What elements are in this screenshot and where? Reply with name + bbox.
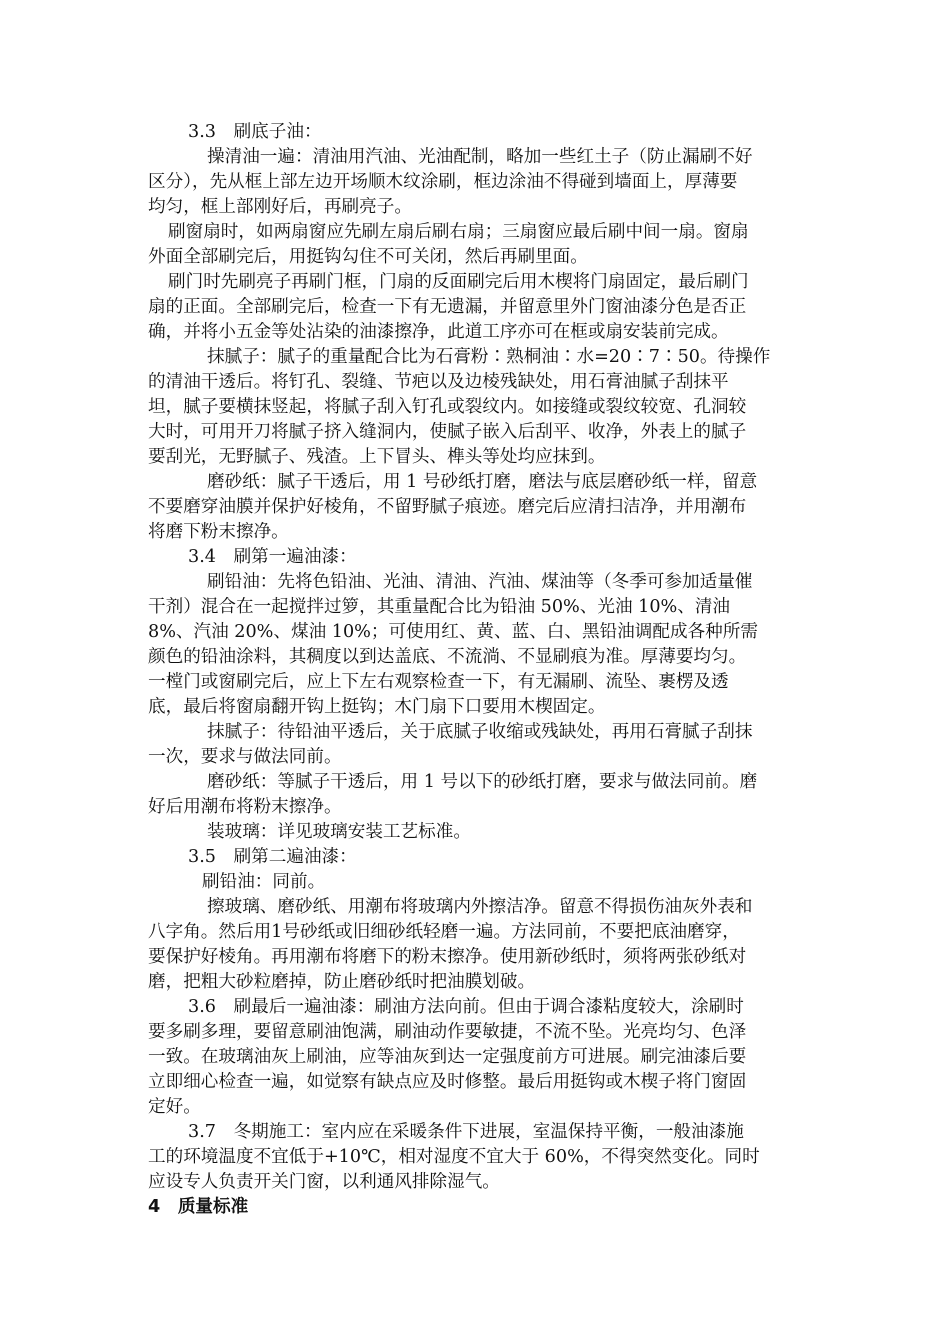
text-line: 底，最后将窗扇翻开钩上挺钩；木门扇下口要用木楔固定。	[148, 697, 606, 717]
text-line: 工的环境温度不宜低于+10℃，相对湿度不宜大于 60%，不得突然变化。同时	[148, 1147, 760, 1167]
document-page	[148, 120, 804, 1220]
text-line: 将磨下粉末擦净。	[148, 522, 289, 542]
text-line: 擦玻璃、磨砂纸、用潮布将玻璃内外擦洁净。留意不得损伤油灰外表和	[207, 897, 753, 917]
text-line: 刷铅油：先将色铅油、光油、清油、汽油、煤油等（冬季可参加适量催	[207, 572, 753, 592]
text-line: 要多刷多理，要留意刷油饱满，刷油动作要敏捷，不流不坠。光亮均匀、色泽	[148, 1022, 747, 1042]
text-line: 一致。在玻璃油灰上刷油，应等油灰到达一定强度前方可进展。刷完油漆后要	[148, 1047, 747, 1067]
text-line: 3.5 刷第二遍油漆：	[188, 847, 357, 867]
text-line: 不要磨穿油膜并保护好棱角，不留野腻子痕迹。磨完后应清扫洁净，并用潮布	[148, 497, 747, 517]
text-line: 抹腻子：待铅油平透后，关于底腻子收缩或残缺处，再用石膏腻子刮抹	[207, 722, 753, 742]
text-line: 扇的正面。全部刷完后，检查一下有无遗漏，并留意里外门窗油漆分色是否正	[148, 297, 747, 317]
text-line: 3.4 刷第一遍油漆：	[188, 547, 357, 567]
text-line: 刷铅油：同前。	[202, 872, 326, 892]
text-line: 的清油干透后。将钉孔、裂缝、节疤以及边棱残缺处，用石膏油腻子刮抹平	[148, 372, 729, 392]
text-line: 坦，腻子要横抹竖起，将腻子刮入钉孔或裂纹内。如接缝或裂纹较宽、孔洞较	[148, 397, 747, 417]
text-line: 外面全部刷完后，用挺钩勾住不可关闭，然后再刷里面。	[148, 247, 588, 267]
text-line: 应设专人负责开关门窗，以利通风排除湿气。	[148, 1172, 500, 1192]
text-line: 一次，要求与做法同前。	[148, 747, 342, 767]
text-line: 3.6 刷最后一遍油漆：刷油方法向前。但由于调合漆粘度较大，涂刷时	[188, 997, 744, 1017]
section-heading: 4 质量标准	[148, 1197, 249, 1217]
text-line: 区分），先从框上部左边开场顺木纹涂刷，框边涂油不得碰到墙面上，厚薄要	[148, 172, 738, 192]
text-line: 磨砂纸：等腻子干透后，用 1 号以下的砂纸打磨，要求与做法同前。磨	[207, 772, 758, 792]
text-line: 确，并将小五金等处沾染的油漆擦净，此道工序亦可在框或扇安装前完成。	[148, 322, 729, 342]
text-line: 要保护好棱角。再用潮布将磨下的粉末擦净。使用新砂纸时，须将两张砂纸对	[148, 947, 747, 967]
text-line: 刷窗扇时，如两扇窗应先刷左扇后刷右扇；三扇窗应最后刷中间一扇。窗扇	[168, 222, 749, 242]
text-line: 3.3 刷底子油：	[188, 122, 322, 142]
text-line: 抹腻子：腻子的重量配合比为石膏粉∶熟桐油∶水=20∶7∶50。待操作	[207, 347, 771, 367]
text-line: 立即细心检查一遍，如觉察有缺点应及时修整。最后用挺钩或木楔子将门窗固	[148, 1072, 747, 1092]
text-line: 要刮光，无野腻子、残渣。上下冒头、榫头等处均应抹到。	[148, 447, 606, 467]
text-line: 3.7 冬期施工：室内应在采暖条件下进展，室温保持平衡，一般油漆施	[188, 1122, 744, 1142]
text-line: 8%、汽油 20%、煤油 10%；可使用红、黄、蓝、白、黑铅油调配成各种所需	[148, 622, 758, 642]
text-line: 八字角。然后用1号砂纸或旧细砂纸轻磨一遍。方法同前，不要把底油磨穿，	[148, 922, 740, 942]
text-line: 定好。	[148, 1097, 201, 1117]
text-line: 操清油一遍：清油用汽油、光油配制，略加一些红土子（防止漏刷不好	[207, 147, 753, 167]
text-line: 大时，可用开刀将腻子挤入缝洞内，使腻子嵌入后刮平、收净，外表上的腻子	[148, 422, 747, 442]
text-line: 颜色的铅油涂料，其稠度以到达盖底、不流淌、不显刷痕为准。厚薄要均匀。	[148, 647, 747, 667]
text-line: 好后用潮布将粉末擦净。	[148, 797, 342, 817]
text-line: 磨砂纸：腻子干透后，用 1 号砂纸打磨，磨法与底层磨砂纸一样，留意	[207, 472, 758, 492]
text-line: 刷门时先刷亮子再刷门框，门扇的反面刷完后用木楔将门扇固定，最后刷门	[168, 272, 749, 292]
text-line: 磨，把粗大砂粒磨掉，防止磨砂纸时把油膜划破。	[148, 972, 536, 992]
text-line: 均匀，框上部刚好后，再刷亮子。	[148, 197, 412, 217]
text-line: 一樘门或窗刷完后，应上下左右观察检查一下，有无漏刷、流坠、裹楞及透	[148, 672, 729, 692]
text-line: 装玻璃：详见玻璃安装工艺标准。	[207, 822, 471, 842]
text-line: 干剂）混合在一起搅拌过箩，其重量配合比为铅油 50%、光油 10%、清油	[148, 597, 731, 617]
